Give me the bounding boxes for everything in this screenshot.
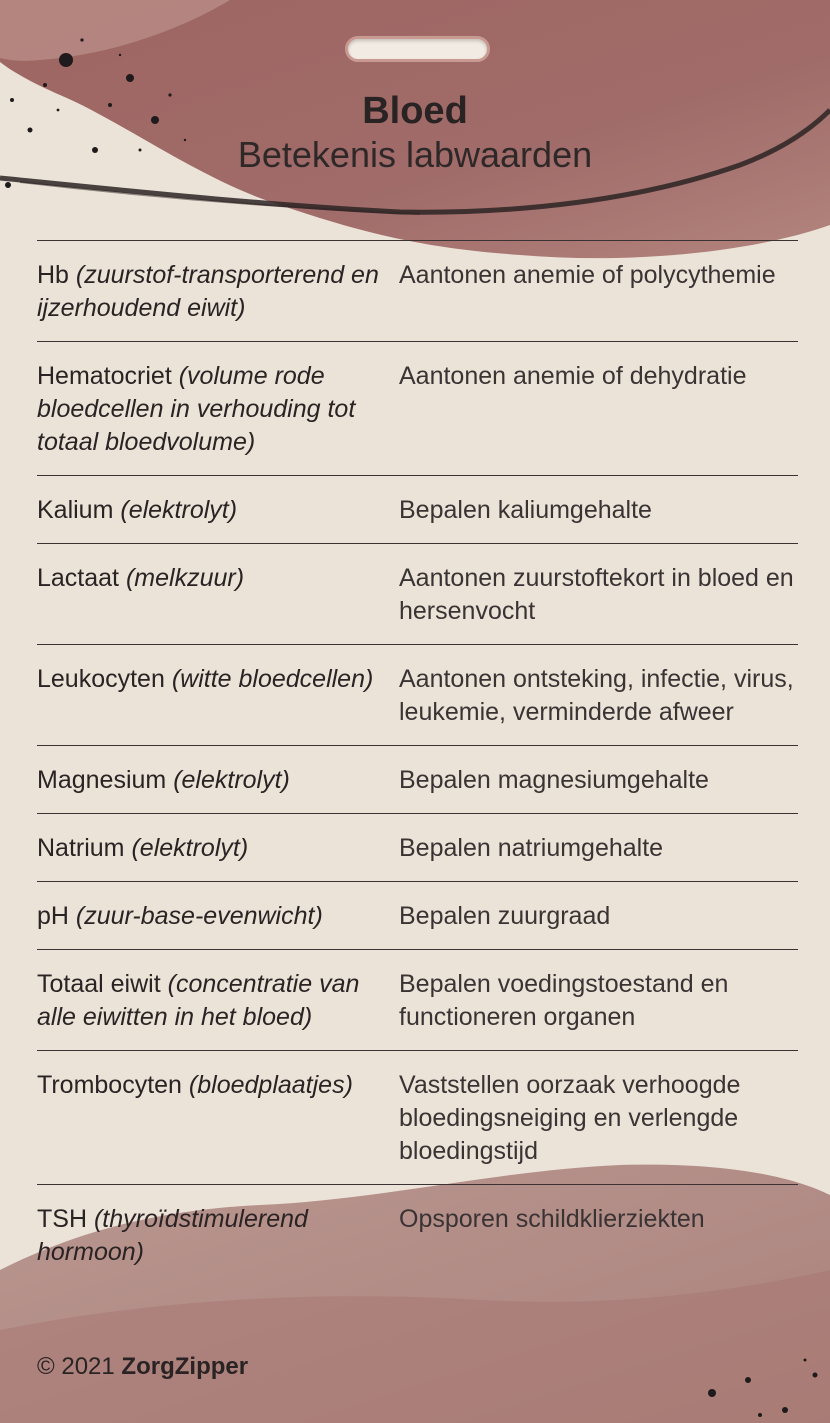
term-cell [37,1203,399,1269]
table-row [37,341,798,475]
term-name: Magnesium [37,766,167,794]
term-name: Trombocyten [37,1071,182,1099]
table-row [37,644,798,745]
badge-slot [345,36,490,62]
description-cell: Aantonen anemie of polycythemie [399,261,776,289]
term-cell [37,968,399,1034]
term-note: (zuurstof-transporterend en ijzerhoudend eiwit) [37,261,379,322]
term-note: (melkzuur) [125,564,245,592]
term-cell [37,832,399,865]
term-note: (volume rode bloedcellen in verhouding tot totaal bloedvolume) [37,362,356,456]
term-note: (zuur-base-evenwicht) [75,902,323,930]
term-cell [37,360,399,459]
table-row [37,949,798,1050]
description-cell: Bepalen kaliumgehalte [399,496,652,524]
page-subtitle: Betekenis labwaarden [237,134,593,175]
table-row [37,1050,798,1184]
brand-name: ZorgZipper [121,1353,249,1380]
term-note: (elektrolyt) [131,834,249,862]
description-cell: Vaststellen oorzaak verhoogde bloedingsneiging en verlengde bloedingstijd [399,1071,741,1165]
term-name: Hb [37,261,69,289]
lab-values-table [37,240,798,1285]
description-cell: Aantonen ontsteking, infectie, virus, leukemie, verminderde afweer [399,665,794,726]
table-row [37,745,798,813]
term-note: (elektrolyt) [120,496,238,524]
term-name: Kalium [37,496,114,524]
table-row [37,475,798,543]
table-row [37,813,798,881]
term-note: (elektrolyt) [173,766,290,794]
description-cell: Bepalen zuurgraad [399,902,611,930]
term-cell [37,764,399,797]
term-cell [37,1069,399,1168]
description-cell: Bepalen voedingstoestand en functioneren organen [399,970,729,1031]
page-title: Bloed [362,90,468,132]
term-cell [37,494,399,527]
term-note: (bloedplaatjes) [188,1071,353,1099]
description-cell: Bepalen magnesiumgehalte [399,766,709,794]
term-name: TSH [37,1205,87,1233]
term-name: Leukocyten [37,665,165,693]
copyright-text: © 2021 [37,1353,115,1380]
term-note: (thyroïdstimulerend hormoon) [37,1205,308,1266]
term-name: Hematocriet [37,362,172,390]
term-note: (concentratie van alle eiwitten in het bloed) [37,970,360,1031]
table-row [37,543,798,644]
term-name: Totaal eiwit [37,970,161,998]
description-cell: Bepalen natriumgehalte [399,834,664,862]
term-cell [37,663,399,729]
term-note: (witte bloedcellen) [171,665,374,693]
term-name: pH [37,902,69,930]
table-row [37,240,798,341]
term-cell [37,259,399,325]
description-cell: Opsporen schildklierziekten [399,1205,705,1233]
term-name: Natrium [37,834,125,862]
footer [37,1353,248,1381]
term-cell [37,562,399,628]
table-row [37,881,798,949]
table-row [37,1184,798,1285]
description-cell: Aantonen zuurstoftekort in bloed en hersenvocht [399,564,794,625]
description-cell: Aantonen anemie of dehydratie [399,362,747,390]
term-cell [37,900,399,933]
term-name: Lactaat [37,564,120,592]
